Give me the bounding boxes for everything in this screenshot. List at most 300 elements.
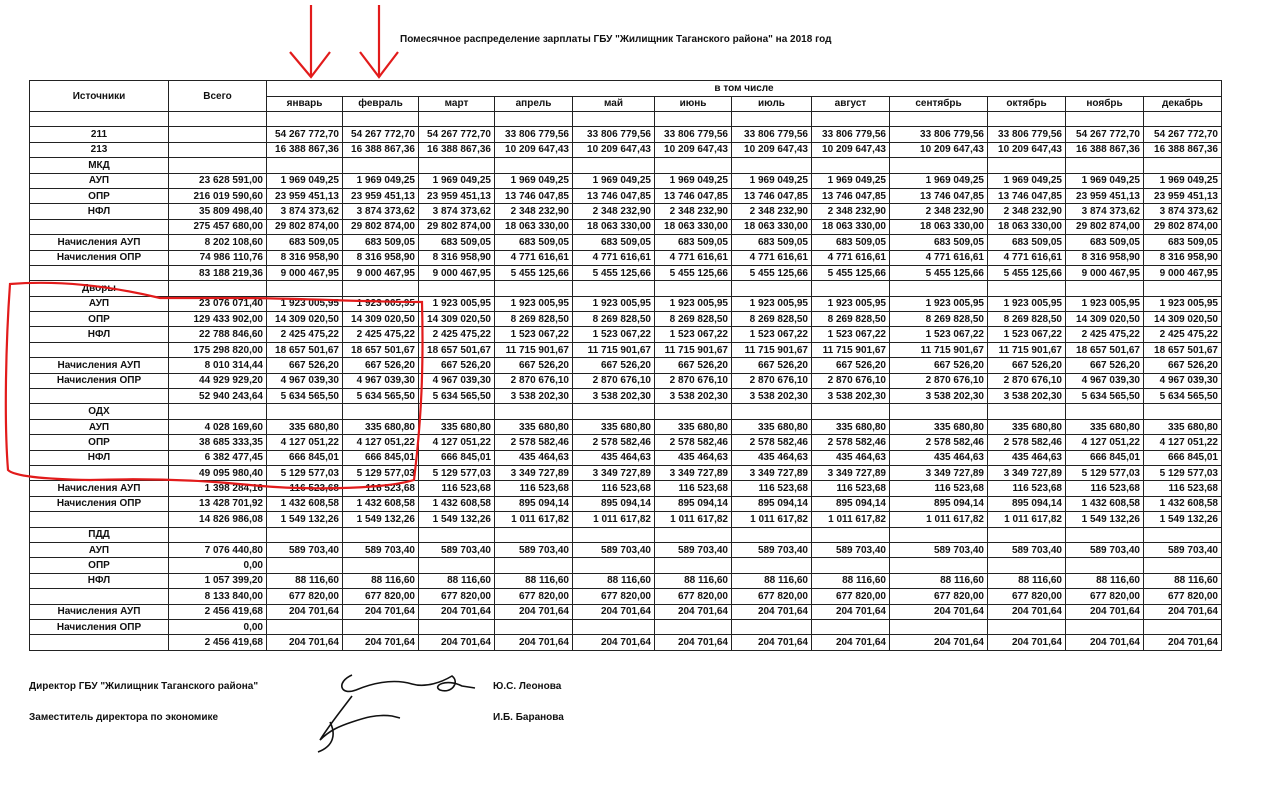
table-row [30,327,1222,342]
month-cell [267,558,343,573]
month-cell [655,112,732,127]
month-cell: 204 701,64 [495,604,573,619]
month-cell: 116 523,68 [732,481,812,496]
month-cell: 3 874 373,62 [267,204,343,219]
header-month-8: август [812,96,890,112]
month-cell: 204 701,64 [1066,635,1144,650]
month-cell: 667 526,20 [267,358,343,373]
month-cell: 29 802 874,00 [267,219,343,234]
row-total: 13 428 701,92 [169,496,267,511]
row-label: ОПР [30,312,169,327]
month-cell: 18 063 330,00 [890,219,988,234]
month-cell: 667 526,20 [495,358,573,373]
month-cell: 9 000 467,95 [419,265,495,280]
section-label: Дворы [30,281,169,296]
header-month-4: апрель [495,96,573,112]
month-cell: 14 309 020,50 [343,312,419,327]
month-cell: 2 348 232,90 [988,204,1066,219]
month-cell: 9 000 467,95 [1066,265,1144,280]
month-cell [812,404,890,419]
month-cell: 435 464,63 [495,450,573,465]
row-total: 74 986 110,76 [169,250,267,265]
month-cell: 5 634 565,50 [1144,389,1222,404]
month-cell [1066,527,1144,542]
month-cell: 1 969 049,25 [1144,173,1222,188]
month-cell: 11 715 901,67 [655,342,732,357]
month-cell: 4 771 616,61 [732,250,812,265]
month-cell: 435 464,63 [732,450,812,465]
month-cell: 11 715 901,67 [988,342,1066,357]
month-cell: 2 348 232,90 [732,204,812,219]
month-cell [655,558,732,573]
month-cell [655,527,732,542]
month-cell [732,558,812,573]
month-cell: 895 094,14 [890,496,988,511]
month-cell [343,619,419,634]
month-cell: 666 845,01 [267,450,343,465]
month-cell: 116 523,68 [988,481,1066,496]
month-cell: 14 309 020,50 [267,312,343,327]
month-cell: 5 455 125,66 [988,265,1066,280]
month-cell: 18 063 330,00 [495,219,573,234]
month-cell: 16 388 867,36 [343,142,419,157]
row-total [169,281,267,296]
month-cell: 683 509,05 [890,235,988,250]
row-total: 35 809 498,40 [169,204,267,219]
month-cell [812,158,890,173]
month-cell: 204 701,64 [573,635,655,650]
month-cell [812,112,890,127]
month-cell: 5 455 125,66 [495,265,573,280]
month-cell: 29 802 874,00 [343,219,419,234]
month-cell: 54 267 772,70 [267,127,343,142]
month-cell: 1 523 067,22 [890,327,988,342]
month-cell: 3 349 727,89 [573,465,655,480]
month-cell: 88 116,60 [343,573,419,588]
header-month-10: октябрь [988,96,1066,112]
month-cell: 3 874 373,62 [419,204,495,219]
table-row [30,481,1222,496]
row-total: 49 095 980,40 [169,465,267,480]
header-month-7: июль [732,96,812,112]
month-cell: 895 094,14 [655,496,732,511]
row-total: 4 028 169,60 [169,419,267,434]
month-cell: 335 680,80 [343,419,419,434]
month-cell: 13 746 047,85 [732,188,812,203]
row-total: 22 788 846,60 [169,327,267,342]
month-cell: 18 063 330,00 [655,219,732,234]
month-cell: 204 701,64 [267,604,343,619]
row-label: АУП [30,296,169,311]
month-cell: 18 063 330,00 [988,219,1066,234]
table-row [30,435,1222,450]
month-cell: 435 464,63 [573,450,655,465]
month-cell: 8 316 958,90 [267,250,343,265]
month-cell: 1 523 067,22 [732,327,812,342]
month-cell [573,112,655,127]
table-row [30,542,1222,557]
month-cell: 683 509,05 [267,235,343,250]
table-row [30,589,1222,604]
month-cell [495,619,573,634]
month-cell: 335 680,80 [655,419,732,434]
month-cell: 589 703,40 [655,542,732,557]
month-cell [267,158,343,173]
month-cell: 677 820,00 [573,589,655,604]
month-cell [343,527,419,542]
signature-director [342,675,475,691]
month-cell: 895 094,14 [988,496,1066,511]
month-cell: 683 509,05 [495,235,573,250]
month-cell: 18 063 330,00 [732,219,812,234]
month-cell: 2 870 676,10 [890,373,988,388]
month-cell: 18 657 501,67 [1144,342,1222,357]
month-cell [419,281,495,296]
table-row [30,604,1222,619]
header-month-11: ноябрь [1066,96,1144,112]
month-cell: 589 703,40 [267,542,343,557]
month-cell: 116 523,68 [419,481,495,496]
table-row [30,358,1222,373]
month-cell: 8 316 958,90 [1144,250,1222,265]
month-cell: 8 269 828,50 [890,312,988,327]
month-cell: 204 701,64 [890,604,988,619]
month-cell: 1 923 005,95 [343,296,419,311]
table-row [30,235,1222,250]
row-total: 8 133 840,00 [169,589,267,604]
month-cell: 589 703,40 [343,542,419,557]
month-cell: 2 348 232,90 [655,204,732,219]
month-cell: 1 923 005,95 [890,296,988,311]
month-cell: 667 526,20 [419,358,495,373]
month-cell [732,404,812,419]
month-cell: 667 526,20 [1066,358,1144,373]
month-cell: 4 127 051,22 [419,435,495,450]
month-cell: 14 309 020,50 [1144,312,1222,327]
table-row [30,127,1222,142]
month-cell: 8 269 828,50 [732,312,812,327]
month-cell: 335 680,80 [419,419,495,434]
month-cell: 13 746 047,85 [495,188,573,203]
month-cell [988,158,1066,173]
table-row [30,635,1222,650]
row-total: 8 010 314,44 [169,358,267,373]
month-cell: 677 820,00 [1144,589,1222,604]
month-cell: 2 348 232,90 [812,204,890,219]
month-cell [495,558,573,573]
header-month-5: май [573,96,655,112]
month-cell: 8 269 828,50 [573,312,655,327]
table-row [30,573,1222,588]
month-cell: 116 523,68 [655,481,732,496]
month-cell: 589 703,40 [419,542,495,557]
month-cell: 204 701,64 [1144,604,1222,619]
row-label [30,265,169,280]
month-cell: 666 845,01 [419,450,495,465]
month-cell: 3 349 727,89 [732,465,812,480]
table-row [30,373,1222,388]
row-total [169,527,267,542]
month-cell [890,527,988,542]
month-cell: 1 923 005,95 [812,296,890,311]
month-cell: 4 967 039,30 [1144,373,1222,388]
table-row [30,619,1222,634]
month-cell: 33 806 779,56 [988,127,1066,142]
month-cell: 8 316 958,90 [343,250,419,265]
row-label [30,389,169,404]
month-cell [495,527,573,542]
month-cell: 4 771 616,61 [988,250,1066,265]
row-total: 2 456 419,68 [169,604,267,619]
month-cell: 1 969 049,25 [988,173,1066,188]
month-cell: 2 425 475,22 [267,327,343,342]
row-label: АУП [30,542,169,557]
month-cell: 29 802 874,00 [1144,219,1222,234]
row-label: АУП [30,419,169,434]
row-label [30,589,169,604]
month-cell: 1 969 049,25 [1066,173,1144,188]
month-cell: 4 967 039,30 [419,373,495,388]
row-label [30,635,169,650]
month-cell [495,158,573,173]
month-cell: 23 959 451,13 [343,188,419,203]
row-total: 23 628 591,00 [169,173,267,188]
month-cell: 2 425 475,22 [419,327,495,342]
month-cell: 677 820,00 [1066,589,1144,604]
header-month-12: декабрь [1144,96,1222,112]
month-cell [573,404,655,419]
month-cell: 5 634 565,50 [343,389,419,404]
row-label [30,112,169,127]
month-cell: 88 116,60 [419,573,495,588]
month-cell: 4 771 616,61 [812,250,890,265]
month-cell [419,619,495,634]
month-cell: 1 923 005,95 [267,296,343,311]
month-cell: 13 746 047,85 [655,188,732,203]
header-month-3: март [419,96,495,112]
month-cell: 4 127 051,22 [1066,435,1144,450]
month-cell: 54 267 772,70 [419,127,495,142]
month-cell: 4 967 039,30 [267,373,343,388]
row-label: НФЛ [30,204,169,219]
month-cell: 3 538 202,30 [655,389,732,404]
month-cell: 1 432 608,58 [343,496,419,511]
month-cell: 3 874 373,62 [343,204,419,219]
month-cell: 204 701,64 [419,635,495,650]
month-cell: 2 425 475,22 [343,327,419,342]
month-cell: 667 526,20 [655,358,732,373]
month-cell: 335 680,80 [1066,419,1144,434]
month-cell: 667 526,20 [732,358,812,373]
month-cell: 88 116,60 [1066,573,1144,588]
month-cell: 13 746 047,85 [988,188,1066,203]
month-cell: 204 701,64 [1066,604,1144,619]
month-cell: 1 969 049,25 [732,173,812,188]
month-cell: 116 523,68 [495,481,573,496]
month-cell: 11 715 901,67 [890,342,988,357]
row-total: 7 076 440,80 [169,542,267,557]
month-cell: 3 538 202,30 [812,389,890,404]
salary-table [29,80,1222,651]
section-label: ПДД [30,527,169,542]
month-cell: 18 657 501,67 [419,342,495,357]
month-cell: 2 870 676,10 [812,373,890,388]
table-row [30,265,1222,280]
row-total: 2 456 419,68 [169,635,267,650]
month-cell: 204 701,64 [812,604,890,619]
row-total: 23 076 071,40 [169,296,267,311]
month-cell: 11 715 901,67 [732,342,812,357]
month-cell [890,112,988,127]
row-total: 83 188 219,36 [169,265,267,280]
month-cell: 4 967 039,30 [1066,373,1144,388]
row-label: ОПР [30,558,169,573]
month-cell: 88 116,60 [890,573,988,588]
month-cell: 2 425 475,22 [1144,327,1222,342]
month-cell: 204 701,64 [988,635,1066,650]
month-cell: 88 116,60 [573,573,655,588]
row-total: 38 685 333,35 [169,435,267,450]
row-label: Начисления ОПР [30,250,169,265]
month-cell: 23 959 451,13 [1066,188,1144,203]
month-cell: 667 526,20 [343,358,419,373]
month-cell: 2 578 582,46 [988,435,1066,450]
month-cell: 683 509,05 [1066,235,1144,250]
table-row [30,419,1222,434]
month-cell: 88 116,60 [655,573,732,588]
month-cell [812,558,890,573]
month-cell: 116 523,68 [812,481,890,496]
month-cell [890,558,988,573]
month-cell: 589 703,40 [890,542,988,557]
month-cell [655,404,732,419]
month-cell: 1 969 049,25 [573,173,655,188]
month-cell: 16 388 867,36 [419,142,495,157]
month-cell: 9 000 467,95 [343,265,419,280]
row-total: 0,00 [169,558,267,573]
month-cell: 8 269 828,50 [812,312,890,327]
month-cell [1144,112,1222,127]
month-cell: 16 388 867,36 [267,142,343,157]
month-cell: 666 845,01 [343,450,419,465]
row-label: Начисления ОПР [30,496,169,511]
month-cell [732,112,812,127]
month-cell: 16 388 867,36 [1144,142,1222,157]
month-cell: 88 116,60 [732,573,812,588]
month-cell: 1 432 608,58 [1066,496,1144,511]
month-cell [1066,158,1144,173]
month-cell: 1 969 049,25 [495,173,573,188]
month-cell: 10 209 647,43 [732,142,812,157]
month-cell: 18 657 501,67 [343,342,419,357]
month-cell [1066,281,1144,296]
month-cell: 116 523,68 [343,481,419,496]
month-cell: 116 523,68 [1144,481,1222,496]
month-cell: 4 127 051,22 [1144,435,1222,450]
row-total: 44 929 929,20 [169,373,267,388]
month-cell: 88 116,60 [812,573,890,588]
header-month-1: январь [267,96,343,112]
month-cell [655,619,732,634]
month-cell: 683 509,05 [1144,235,1222,250]
month-cell [419,404,495,419]
month-cell [732,281,812,296]
month-cell: 2 578 582,46 [812,435,890,450]
row-label: ОПР [30,188,169,203]
month-cell: 11 715 901,67 [495,342,573,357]
month-cell: 3 349 727,89 [495,465,573,480]
month-cell: 683 509,05 [732,235,812,250]
month-cell [655,281,732,296]
month-cell [419,527,495,542]
month-cell [812,527,890,542]
row-total [169,404,267,419]
signature-deputy [318,696,400,752]
month-cell: 3 538 202,30 [732,389,812,404]
month-cell: 13 746 047,85 [573,188,655,203]
month-cell: 677 820,00 [890,589,988,604]
table-row [30,465,1222,480]
month-cell [988,558,1066,573]
month-cell [1066,619,1144,634]
month-cell: 4 127 051,22 [267,435,343,450]
month-cell: 5 129 577,03 [267,465,343,480]
month-cell [573,527,655,542]
month-cell: 435 464,63 [890,450,988,465]
month-cell [890,158,988,173]
row-total: 129 433 902,00 [169,312,267,327]
month-cell [419,112,495,127]
month-cell: 677 820,00 [267,589,343,604]
month-cell: 4 771 616,61 [573,250,655,265]
month-cell: 33 806 779,56 [732,127,812,142]
row-label: НФЛ [30,327,169,342]
month-cell [1066,112,1144,127]
month-cell: 1 432 608,58 [419,496,495,511]
month-cell: 5 634 565,50 [267,389,343,404]
month-cell: 1 011 617,82 [812,512,890,527]
month-cell: 116 523,68 [1066,481,1144,496]
month-cell: 1 432 608,58 [267,496,343,511]
month-cell [343,558,419,573]
month-cell [1144,158,1222,173]
deputy-name: И.Б. Баранова [493,712,564,723]
month-cell: 1 523 067,22 [812,327,890,342]
month-cell [573,158,655,173]
row-total: 1 057 399,20 [169,573,267,588]
month-cell: 335 680,80 [732,419,812,434]
table-row [30,496,1222,511]
row-label: АУП [30,173,169,188]
header-total: Всего [169,81,267,112]
director-name: Ю.С. Леонова [493,681,562,692]
month-cell: 1 549 132,26 [1144,512,1222,527]
month-cell: 4 771 616,61 [495,250,573,265]
month-cell: 2 348 232,90 [495,204,573,219]
month-cell: 13 746 047,85 [890,188,988,203]
month-cell: 14 309 020,50 [1066,312,1144,327]
month-cell: 4 127 051,22 [343,435,419,450]
month-cell: 88 116,60 [267,573,343,588]
month-cell: 5 634 565,50 [419,389,495,404]
month-cell: 683 509,05 [343,235,419,250]
month-cell [988,112,1066,127]
row-label [30,465,169,480]
month-cell: 1 969 049,25 [343,173,419,188]
month-cell [812,281,890,296]
month-cell: 8 269 828,50 [655,312,732,327]
month-cell: 33 806 779,56 [890,127,988,142]
